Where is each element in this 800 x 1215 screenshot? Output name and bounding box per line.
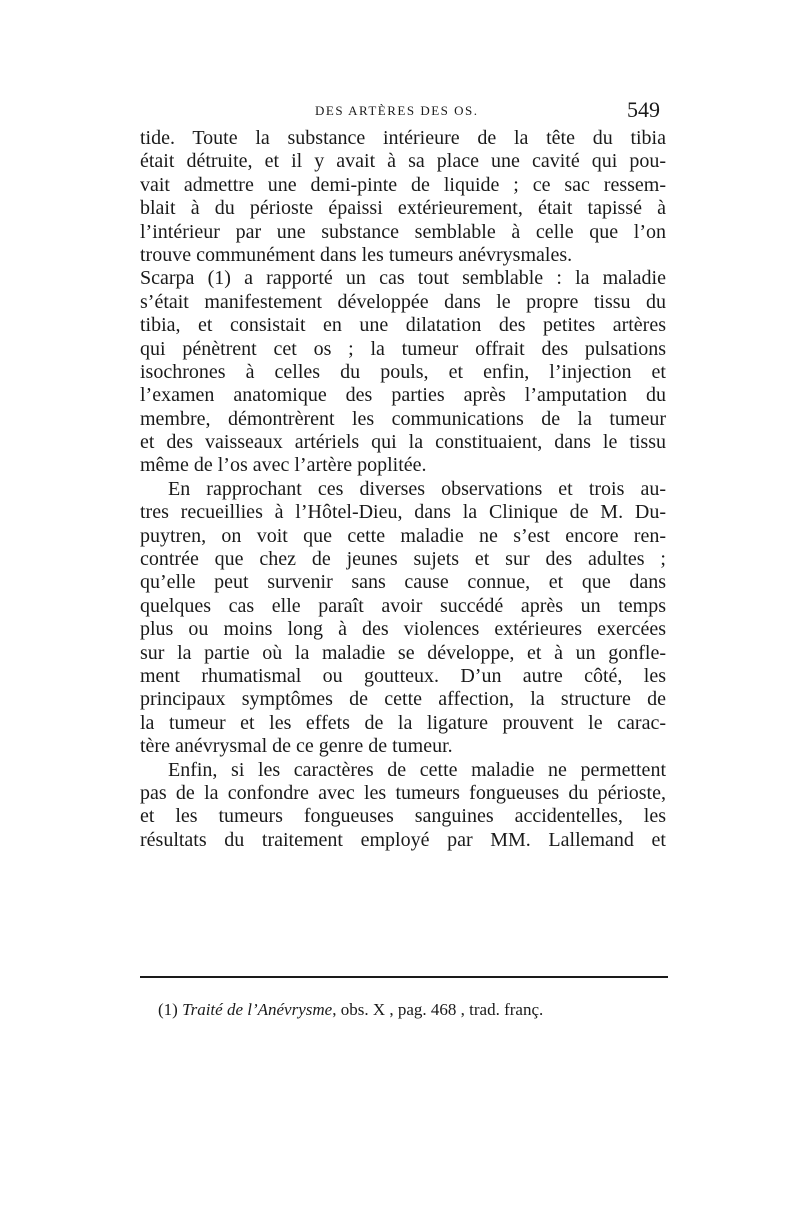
text-line: principaux symptômes de cette affection, la structure de: [140, 688, 666, 711]
text-line: tère anévrysmal de ce genre de tumeur.: [140, 735, 453, 758]
text-line: tide. Toute la substance intérieure de la tête du tibia: [140, 127, 666, 149]
text-line: vait admettre une demi-pinte de liquide ; ce sac ressem-: [140, 173, 666, 196]
text-line: membre, démontrèrent les communications de la tumeur: [140, 407, 666, 430]
text-line: trouve communément dans les tumeurs anévrysmales.: [140, 243, 573, 266]
page-number: 549: [627, 97, 660, 122]
footnote-title: Traité de l’Anévrysme: [182, 1000, 333, 1019]
text-line: était détruite, et il y avait à sa place une cavité qui pou-: [140, 150, 666, 173]
text-line: la tumeur et les effets de la ligature prouvent le carac-: [140, 711, 666, 734]
footnote-marker: (1): [158, 1000, 178, 1019]
footnote-rest: , obs. X , pag. 468 , trad. franç.: [332, 1000, 544, 1019]
text-line: isochrones à celles du pouls, et enfin, l’injection et: [140, 360, 666, 383]
running-head: DES ARTÈRES DES OS.: [315, 103, 479, 118]
text-line: En rapprochant ces diverses observations et trois au-: [168, 477, 666, 500]
text-line: tibia, et consistait en une dilatation des petites artères: [140, 314, 666, 337]
text-line: résultats du traitement employé par MM. Lallemand et: [140, 828, 666, 851]
footnote: [158, 1000, 543, 1020]
text-line: qui pénètrent cet os ; la tumeur offrait des pulsations: [140, 337, 666, 360]
text-line: qu’elle peut survenir sans cause connue, et que dans: [140, 571, 666, 594]
body-text: [140, 127, 666, 852]
text-line: blait à du périoste épaissi extérieurement, était tapissé à: [140, 197, 666, 220]
text-line: s’était manifestement développée dans le propre tissu du: [140, 290, 666, 313]
text-line: pas de la confondre avec les tumeurs fongueuses du périoste,: [140, 781, 666, 804]
text-line: l’intérieur par une substance semblable à celle que l’on: [140, 220, 666, 243]
text-line: puytren, on voit que cette maladie ne s’est encore ren-: [140, 524, 666, 547]
text-line: contrée que chez de jeunes sujets et sur des adultes ;: [140, 548, 666, 571]
text-line: et les tumeurs fongueuses sanguines accidentelles, les: [140, 805, 666, 828]
text-line: tres recueillies à l’Hôtel-Dieu, dans la Clinique de M. Du-: [140, 501, 666, 524]
text-line: Enfin, si les caractères de cette maladie ne permettent: [168, 758, 666, 781]
text-line: l’examen anatomique des parties après l’amputation du: [140, 384, 666, 407]
footnote-rule: [140, 976, 668, 978]
text-line: sur la partie où la maladie se développe, et à un gonfle-: [140, 641, 666, 664]
text-line: même de l’os avec l’artère poplitée.: [140, 454, 427, 477]
text-line: ment rhumatismal ou goutteux. D’un autre côté, les: [140, 664, 666, 687]
text-line: Scarpa (1) a rapporté un cas tout semblable : la maladie: [140, 267, 666, 290]
text-line: plus ou moins long à des violences extérieures exercées: [140, 618, 666, 641]
text-line: et des vaisseaux artériels qui la constituaient, dans le tissu: [140, 431, 666, 454]
text-line: quelques cas elle paraît avoir succédé après un temps: [140, 594, 666, 617]
page-header: [140, 97, 660, 127]
